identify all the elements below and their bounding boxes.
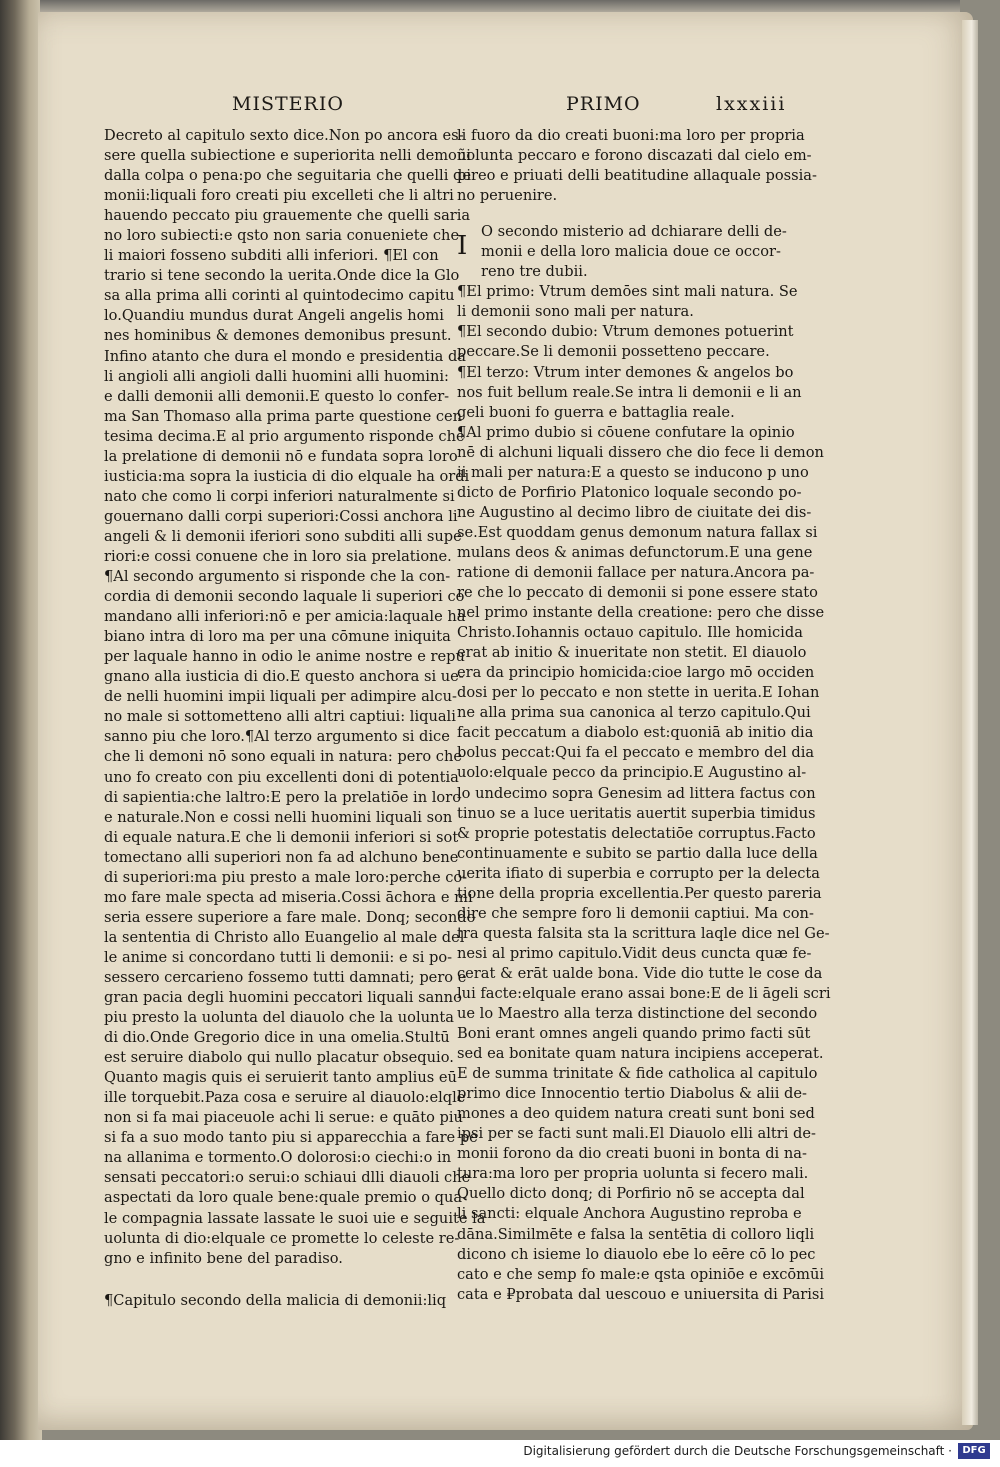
text-line: tesima decima.E al prio argumento risponde che (104, 427, 465, 445)
text-line: lo undecimo sopra Genesim ad littera factus con (457, 784, 816, 802)
text-line: sed ea bonitate quam natura incipiens acceperat. (457, 1045, 824, 1063)
left-text-column (104, 126, 486, 1311)
text-line: che li demoni nō sono equali in natura: pero che (104, 748, 462, 766)
left-column-lines (104, 126, 486, 1269)
text-line: ne Augustino al decimo libro de ciuitate dei dis- (457, 503, 812, 521)
text-line: le compagnia lassate lassate le suoi uie e seguite la (104, 1209, 486, 1227)
text-line: ille torquebit.Paza cosa e seruire al diauolo:elqle (104, 1089, 466, 1107)
right-column-top-lines (457, 126, 817, 206)
text-line: li angioli alli angioli dalli huomini alli huomini: (104, 367, 449, 385)
text-line: ue lo Maestro alla terza distinctione del secondo (457, 1005, 818, 1023)
text-line: gouernano dalli corpi superiori:Cossi anchora li (104, 507, 458, 525)
text-line: facit peccatum a diabolo est:quoniā ab initio dia (457, 724, 814, 742)
right-text-column (457, 126, 831, 1305)
text-line: monii forono da dio creati buoni in bonta di na- (457, 1145, 807, 1163)
text-line: re che lo peccato di demonii si pone essere stato (457, 584, 818, 602)
text-line: e naturale.Non e cossi nelli huomini liquali son (104, 808, 453, 826)
initial-paragraph-lines (481, 222, 797, 282)
text-line: uolunta peccaro e forono discazati dal cielo em- (457, 147, 812, 165)
text-line: dosi per lo peccato e non stette in uerita.E Iohan (457, 684, 820, 702)
text-line: gno e infinito bene del paradiso. (104, 1249, 343, 1267)
text-line: Christo.Iohannis octauo capitulo. Ille homicida (457, 624, 803, 642)
text-line: Infino atanto che dura el mondo e presidentia da (104, 347, 466, 365)
text-line: hauendo peccato piu grauemente che quelli saria (104, 207, 471, 225)
text-line: nel primo instante della creatione: pero che disse (457, 604, 825, 622)
text-line: sa alla prima alli corinti al quintodecimo capitu (104, 287, 455, 305)
running-header-center: PRIMO (566, 93, 641, 115)
text-line: li demonii sono mali per natura. (457, 303, 694, 321)
text-line: est seruire diabolo qui nullo placatur obsequio. (104, 1049, 454, 1067)
text-line: erat ab initio & inueritate non stetit. El diauolo (457, 644, 807, 662)
text-line: iusticia:ma sopra la iusticia di dio elquale ha ordi (104, 467, 470, 485)
text-line: reno tre dubii. (481, 263, 588, 281)
text-line: li sancti: elquale Anchora Augustino reproba e (457, 1205, 802, 1223)
text-line: trario si tene secondo la uerita.Onde dice la Glo (104, 267, 460, 285)
text-line: le anime si concordano tutti li demonii: e si po- (104, 948, 453, 966)
text-line: ¶El primo: Vtrum demōes sint mali natura. Se (457, 283, 798, 301)
text-line: gran pacia degli huomini peccatori liquali sanno (104, 989, 462, 1007)
text-line: ratione di demonii fallace per natura.Ancora pa- (457, 563, 815, 581)
text-line: Decreto al capitulo sexto dice.Non po ancora es- (104, 127, 464, 144)
text-line: monii:liquali foro creati piu excelleti che li altri (104, 187, 454, 205)
text-line: peccare.Se li demonii possetteno peccare. (457, 343, 770, 361)
text-line: sessero cercarieno fossemo tutti damnati; pero e (104, 968, 467, 986)
text-line: tra questa falsita sta la scrittura laqle dice nel Ge- (457, 924, 830, 942)
text-line: nato che como li corpi inferiori naturalmente si (104, 487, 455, 505)
text-line: di sapientia:che laltro:E pero la prelatiōe in loro (104, 788, 461, 806)
text-line: nes hominibus & demones demonibus presunt. (104, 327, 452, 345)
text-line: E de summa trinitate & fide catholica al capitulo (457, 1065, 818, 1083)
text-line: primo dice Innocentio tertio Diabolus & alii de- (457, 1085, 807, 1103)
text-line: era da principio homicida:cioe largo mō occiden (457, 664, 815, 682)
text-line: tione della propria excellentia.Per questo pareria (457, 884, 822, 902)
running-header-left: MISTERIO (232, 93, 344, 115)
folio-number: lxxxiii (716, 93, 787, 115)
text-line: lui facte:elquale erano assai bone:E de li āgeli scri (457, 984, 831, 1002)
text-line: di equale natura.E che li demonii inferiori si sot (104, 828, 459, 846)
text-line: uno fo creato con piu excellenti doni di potentia (104, 768, 459, 786)
text-line: de nelli huomini impii liquali per adimpire alcu- (104, 688, 457, 706)
text-line: gnano alla iusticia di dio.E questo anchora si ue- (104, 668, 464, 686)
text-line: mones a deo quidem natura creati sunt boni sed (457, 1105, 815, 1123)
text-line: seria essere superiore a fare male. Donq; secondo (104, 908, 476, 926)
book-spine-edge (0, 0, 42, 1440)
text-line: tura:ma loro per propria uolunta si fecero mali. (457, 1165, 809, 1183)
text-line: mulans deos & animas defunctorum.E una gene (457, 543, 813, 561)
text-line: na allanima e tormento.O dolorosi:o ciechi:o in (104, 1149, 452, 1167)
text-line: uolunta di dio:elquale ce promette lo celeste re- (104, 1229, 460, 1247)
text-line: sere quella subiectione e superiorita nelli demoñi (104, 147, 471, 165)
text-line: la sententia di Christo allo Euangelio al male del (104, 928, 465, 946)
text-line: dāna.Similmēte e falsa la sentētia di colloro liqli (457, 1225, 815, 1243)
text-line: sensati peccatori:o serui:o schiaui dlli diauoli che (104, 1169, 471, 1187)
text-line: no loro subiecti:e qsto non saria conueniete che (104, 227, 460, 245)
chapter-caption: ¶Capitulo secondo della malicia di demonii:liq (104, 1291, 447, 1309)
text-line: angeli & li demonii iferiori sono subditi alli supe (104, 527, 462, 545)
text-line: li maiori fosseno subditi alli inferiori. ¶El con (104, 247, 439, 265)
text-line: ¶Al primo dubio si cōuene confutare la opinio (457, 423, 795, 441)
text-line: Quello dicto donq; di Porfirio nō se accepta dal (457, 1185, 805, 1203)
text-line: e dalli demonii alli demonii.E questo lo confer- (104, 387, 450, 405)
text-line: Quanto magis quis ei seruierit tanto amplius eū (104, 1069, 457, 1087)
text-line: li fuoro da dio creati buoni:ma loro per propria (457, 127, 805, 144)
text-line: no peruenire. (457, 187, 558, 205)
text-line: nos fuit bellum reale.Se intra li demonii e li an (457, 383, 802, 401)
text-line: per laquale hanno in odio le anime nostre e repu (104, 648, 465, 666)
text-line: bolus peccat:Qui fa el peccato e membro del dia (457, 744, 815, 762)
text-line: uolo:elquale pecco da principio.E Augustino al- (457, 764, 807, 782)
text-line: & proprie potestatis delectatiōe corruptus.Facto (457, 824, 816, 842)
digitization-credit: Digitalisierung gefördert durch die Deutsche Forschungsgemeinschaft · (523, 1444, 952, 1458)
text-line: cerat & erāt ualde bona. Vide dio tutte le cose da (457, 964, 823, 982)
text-line: nē di alchuni liquali dissero che dio fece li demon (457, 443, 824, 461)
text-line: ne alla prima sua canonica al terzo capitulo.Qui (457, 704, 811, 722)
text-line: di dio.Onde Gregorio dice in una omelia.Stultū (104, 1029, 450, 1047)
text-line: riori:e cossi conuene che in loro sia prelatione. (104, 547, 452, 565)
initial-paragraph (457, 222, 797, 282)
text-line: uerita ifiato di superbia e corrupto per la delecta (457, 864, 820, 882)
text-line: si fa a suo modo tanto piu si apparecchia a fare pe (104, 1129, 478, 1147)
text-line: ma San Thomaso alla prima parte questione cen (104, 407, 463, 425)
text-line: dire che sempre foro li demonii captiui. Ma con- (457, 904, 814, 922)
column-gap (457, 206, 797, 222)
column-gap (104, 1269, 444, 1285)
decorated-initial: I (457, 231, 468, 262)
text-line: cordia di demonii secondo laquale li superiori co (104, 588, 465, 606)
text-line: monii e della loro malicia doue ce occor- (481, 243, 781, 261)
text-line: di superiori:ma piu presto a male loro:perche co- (104, 868, 468, 886)
text-line: O secondo misterio ad dchiarare delli de- (481, 223, 787, 241)
text-line: non si fa mai piaceuole achi li serue: e quāto piu (104, 1109, 463, 1127)
text-line: continuamente e subito se partio dalla luce della (457, 844, 818, 862)
text-line: dalla colpa o pena:po che seguitaria che quelli de (104, 167, 471, 185)
dfg-logo: DFG (958, 1443, 990, 1459)
text-line: mo fare male specta ad miseria.Cossi āchora e mi (104, 888, 473, 906)
text-line: se.Est quoddam genus demonum natura fallax si (457, 523, 818, 541)
text-line: tinuo se a luce ueritatis auertit superbia timidus (457, 804, 816, 822)
text-line: sanno piu che loro.¶Al terzo argumento si dice (104, 728, 450, 746)
right-column-lines (457, 282, 831, 1304)
text-line: lo.Quandiu mundus durat Angeli angelis homi (104, 307, 444, 325)
text-line: no male si sottometteno alli altri captiui: liquali (104, 708, 456, 726)
text-line: ipsi per se facti sunt mali.El Diauolo elli altri de- (457, 1125, 816, 1143)
text-line: Boni erant omnes angeli quando primo facti sūt (457, 1025, 811, 1043)
text-line: la prelatione di demonii nō e fundata sopra loro (104, 447, 458, 465)
text-line: dicto de Porfirio Platonico loquale secondo po- (457, 483, 802, 501)
page-fore-edge (962, 20, 978, 1425)
text-line: nesi al primo capitulo.Vidit deus cuncta quæ fe- (457, 944, 812, 962)
text-line: mandano alli inferiori:nō e per amicia:laquale ha (104, 608, 466, 626)
text-line: aspectati da loro quale bene:quale premio o qua- (104, 1189, 467, 1207)
text-line: ii mali per natura:E a questo se inducono p uno (457, 463, 809, 481)
text-line: cato e che semp fo male:e qsta opiniōe e excōmūi (457, 1265, 825, 1283)
text-line: ¶El terzo: Vtrum inter demones & angelos bo (457, 363, 794, 381)
text-line: ¶El secondo dubio: Vtrum demones potuerint (457, 323, 794, 341)
text-line: biano intra di loro ma per una cōmune iniquita (104, 628, 451, 646)
text-line: tomectano alli superiori non fa ad alchuno bene (104, 848, 459, 866)
text-line: geli buoni fo guerra e battaglia reale. (457, 403, 735, 421)
text-line: cata e ₽probata dal uescouo e uniuersita di Parisi (457, 1285, 825, 1303)
text-line: dicono ch isieme lo diauolo ebe lo eēre cō lo pec (457, 1245, 816, 1263)
text-line: ¶Al secondo argumento si risponde che la con- (104, 568, 451, 586)
text-line: piu presto la uolunta del diauolo che la uolunta (104, 1009, 454, 1027)
text-line: pireo e priuati delli beatitudine allaquale possia- (457, 167, 817, 185)
